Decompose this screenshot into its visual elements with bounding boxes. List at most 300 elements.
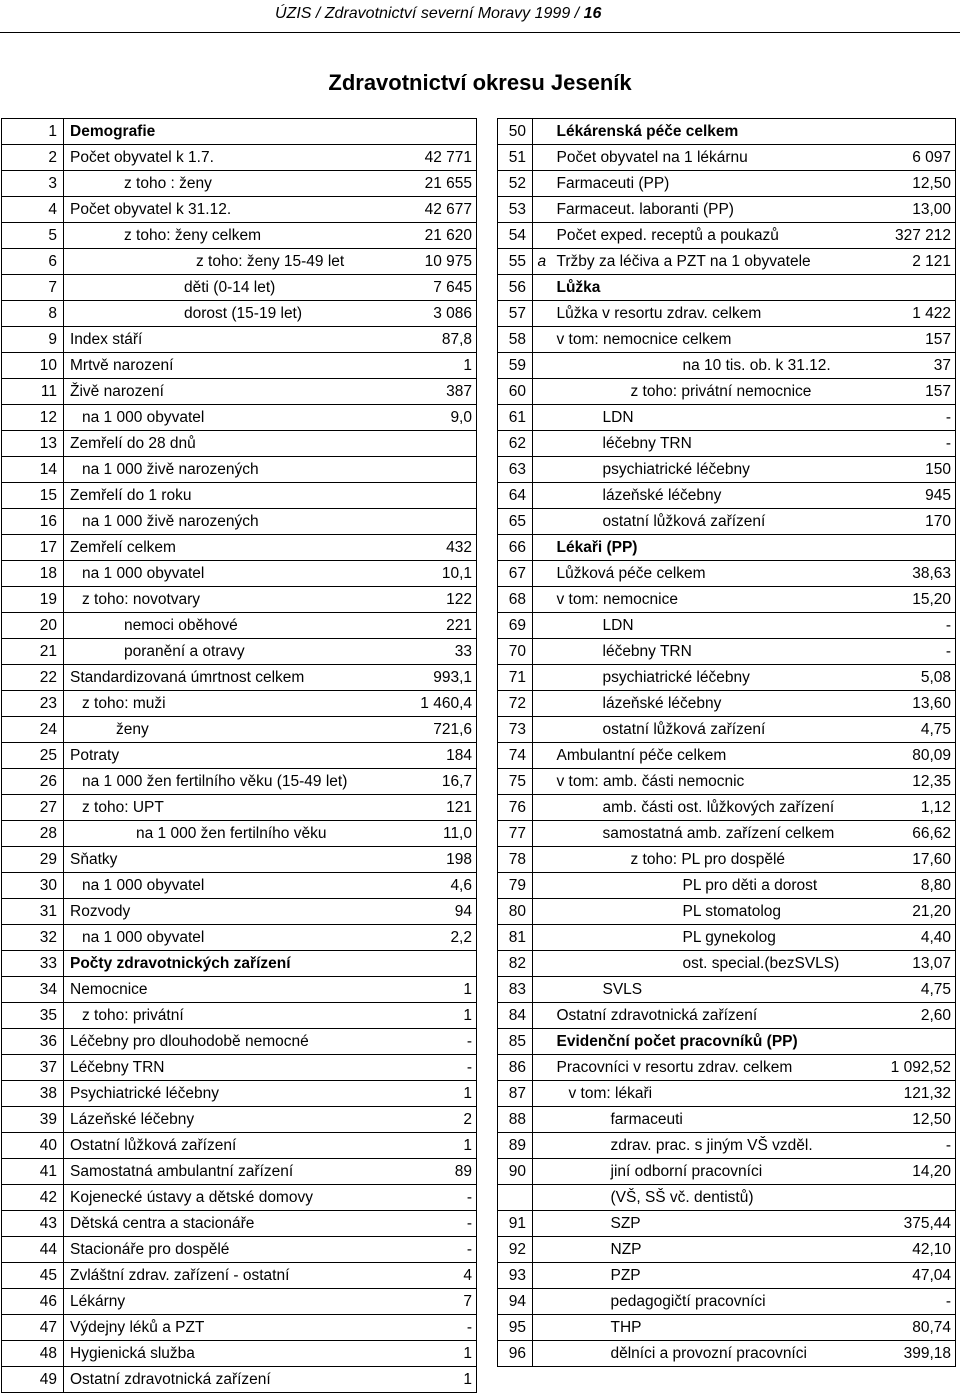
row-value: 89 (394, 1159, 477, 1185)
row-value: 15,20 (861, 587, 956, 613)
row-flag (533, 405, 551, 431)
row-label: nemoci oběhové (64, 613, 394, 639)
row-label: na 1 000 obyvatel (64, 925, 394, 951)
row-label: Farmaceut. laboranti (PP) (551, 197, 861, 223)
row-value: 150 (861, 457, 956, 483)
row-number: 94 (498, 1289, 533, 1315)
row-number: 61 (498, 405, 533, 431)
table-row (498, 405, 956, 431)
row-value: 1 (394, 1367, 477, 1393)
row-value: 37 (861, 353, 956, 379)
row-number (498, 1185, 533, 1211)
row-number: 1 (2, 119, 64, 145)
row-label: Lázeňské léčebny (64, 1107, 394, 1133)
table-row (2, 327, 477, 353)
table-row (498, 1263, 956, 1289)
table-row (498, 639, 956, 665)
row-number: 67 (498, 561, 533, 587)
row-label: Ostatní lůžková zařízení (64, 1133, 394, 1159)
row-number: 70 (498, 639, 533, 665)
table-row (2, 587, 477, 613)
row-value: 221 (394, 613, 477, 639)
row-number: 42 (2, 1185, 64, 1211)
table-row (2, 1185, 477, 1211)
row-flag: a (533, 249, 551, 275)
table-row (2, 353, 477, 379)
page-header (0, 3, 960, 25)
table-row (498, 1211, 956, 1237)
row-number: 63 (498, 457, 533, 483)
row-value: 1 (394, 1081, 477, 1107)
table-row (2, 483, 477, 509)
row-value: 3 086 (394, 301, 477, 327)
row-value: 121,32 (861, 1081, 956, 1107)
row-number: 55 (498, 249, 533, 275)
row-value: 13,60 (861, 691, 956, 717)
row-label: z toho: ženy 15-49 let (64, 249, 394, 275)
row-number: 43 (2, 1211, 64, 1237)
row-label: Standardizovaná úmrtnost celkem (64, 665, 394, 691)
table-row (2, 1081, 477, 1107)
row-value: 66,62 (861, 821, 956, 847)
table-row (498, 821, 956, 847)
row-label: na 1 000 žen fertilního věku (15-49 let) (64, 769, 394, 795)
row-value: - (861, 431, 956, 457)
row-label: Živě narození (64, 379, 394, 405)
row-number: 79 (498, 873, 533, 899)
row-flag (533, 639, 551, 665)
table-row (498, 1055, 956, 1081)
table-row (2, 873, 477, 899)
row-label: Hygienická služba (64, 1341, 394, 1367)
row-value: 4,75 (861, 717, 956, 743)
row-number: 81 (498, 925, 533, 951)
row-number: 46 (2, 1289, 64, 1315)
row-label: na 1 000 živě narozených (64, 457, 394, 483)
row-value: - (394, 1211, 477, 1237)
table-row (498, 1289, 956, 1315)
table-row (2, 379, 477, 405)
row-number: 39 (2, 1107, 64, 1133)
row-value: 38,63 (861, 561, 956, 587)
row-number: 92 (498, 1237, 533, 1263)
table-row (498, 457, 956, 483)
row-number: 23 (2, 691, 64, 717)
row-value: - (861, 639, 956, 665)
table-row (498, 197, 956, 223)
row-value: - (861, 1289, 956, 1315)
table-row (2, 743, 477, 769)
row-flag (533, 1159, 551, 1185)
row-number: 74 (498, 743, 533, 769)
row-value: 8,80 (861, 873, 956, 899)
row-label: Lůžka (551, 275, 861, 301)
table-row (2, 171, 477, 197)
row-label: zdrav. prac. s jiným VŠ vzděl. (551, 1133, 861, 1159)
row-value: 80,74 (861, 1315, 956, 1341)
row-number: 29 (2, 847, 64, 873)
row-label: LDN (551, 613, 861, 639)
table-row (2, 977, 477, 1003)
row-label: dělníci a provozní pracovníci (551, 1341, 861, 1367)
table-row (498, 509, 956, 535)
row-value: 4 (394, 1263, 477, 1289)
row-value: 387 (394, 379, 477, 405)
row-label: Počet obyvatel k 1.7. (64, 145, 394, 171)
row-number: 21 (2, 639, 64, 665)
page-number: 16 (583, 5, 602, 22)
table-row (498, 977, 956, 1003)
row-number: 59 (498, 353, 533, 379)
row-number: 19 (2, 587, 64, 613)
row-label: Počet obyvatel k 31.12. (64, 197, 394, 223)
table-row (2, 1055, 477, 1081)
row-number: 95 (498, 1315, 533, 1341)
row-flag (533, 223, 551, 249)
row-value: 13,00 (861, 197, 956, 223)
row-value: 993,1 (394, 665, 477, 691)
row-value: 121 (394, 795, 477, 821)
row-value: 2 121 (861, 249, 956, 275)
row-number: 18 (2, 561, 64, 587)
row-number: 7 (2, 275, 64, 301)
row-number: 71 (498, 665, 533, 691)
table-row (2, 457, 477, 483)
table-row (2, 223, 477, 249)
table-row (498, 1081, 956, 1107)
page-title: Zdravotnictví okresu Jeseník (328, 70, 632, 95)
row-number: 2 (2, 145, 64, 171)
row-value (394, 951, 477, 977)
row-number: 13 (2, 431, 64, 457)
row-flag (533, 769, 551, 795)
row-value: 1,12 (861, 795, 956, 821)
row-label: Počet obyvatel na 1 lékárnu (551, 145, 861, 171)
table-row (2, 275, 477, 301)
table-row (2, 249, 477, 275)
table-row (498, 145, 956, 171)
row-label: (VŠ, SŠ vč. dentistů) (551, 1185, 861, 1211)
table-row (498, 1159, 956, 1185)
row-label: Psychiatrické léčebny (64, 1081, 394, 1107)
row-label: ženy (64, 717, 394, 743)
row-label: Lékaři (PP) (551, 535, 861, 561)
row-number: 3 (2, 171, 64, 197)
row-label: ostatní lůžková zařízení (551, 717, 861, 743)
row-value (861, 119, 956, 145)
table-row (2, 509, 477, 535)
row-flag (533, 379, 551, 405)
row-number: 52 (498, 171, 533, 197)
row-label: léčebny TRN (551, 431, 861, 457)
table-row (2, 405, 477, 431)
table-row (2, 795, 477, 821)
row-flag (533, 145, 551, 171)
row-value: 7 645 (394, 275, 477, 301)
row-label: SVLS (551, 977, 861, 1003)
table-row (498, 717, 956, 743)
row-number: 22 (2, 665, 64, 691)
row-label: Nemocnice (64, 977, 394, 1003)
table-row (498, 899, 956, 925)
row-value: 4,75 (861, 977, 956, 1003)
row-number: 47 (2, 1315, 64, 1341)
row-label: Lůžková péče celkem (551, 561, 861, 587)
row-label: Lékárenská péče celkem (551, 119, 861, 145)
table-row (498, 613, 956, 639)
row-number: 60 (498, 379, 533, 405)
row-value (394, 119, 477, 145)
header-divider (0, 32, 960, 33)
row-number: 25 (2, 743, 64, 769)
row-value: 945 (861, 483, 956, 509)
row-value (394, 483, 477, 509)
row-number: 53 (498, 197, 533, 223)
row-flag (533, 119, 551, 145)
row-number: 76 (498, 795, 533, 821)
row-flag (533, 353, 551, 379)
row-flag (533, 925, 551, 951)
table-row (2, 145, 477, 171)
row-label: Samostatná ambulantní zařízení (64, 1159, 394, 1185)
row-value: - (861, 613, 956, 639)
row-value: 2 (394, 1107, 477, 1133)
row-value: 33 (394, 639, 477, 665)
row-flag (533, 743, 551, 769)
row-number: 91 (498, 1211, 533, 1237)
row-value: 4,40 (861, 925, 956, 951)
row-label: Ambulantní péče celkem (551, 743, 861, 769)
table-row (2, 1315, 477, 1341)
table-row (498, 483, 956, 509)
row-label: PL pro děti a dorost (551, 873, 861, 899)
row-value: 1 (394, 1003, 477, 1029)
row-value (861, 275, 956, 301)
table-row (2, 1003, 477, 1029)
table-row (498, 561, 956, 587)
table-row (498, 1107, 956, 1133)
row-label: Pracovníci v resortu zdrav. celkem (551, 1055, 861, 1081)
row-flag (533, 1341, 551, 1367)
row-label: jiní odborní pracovníci (551, 1159, 861, 1185)
row-value: 198 (394, 847, 477, 873)
row-flag (533, 1237, 551, 1263)
row-value: 1 (394, 1133, 477, 1159)
row-label: ostatní lůžková zařízení (551, 509, 861, 535)
row-flag (533, 795, 551, 821)
table-row (2, 613, 477, 639)
row-flag (533, 717, 551, 743)
row-label: na 1 000 obyvatel (64, 873, 394, 899)
right-data-table (497, 118, 956, 1367)
row-flag (533, 457, 551, 483)
row-flag (533, 899, 551, 925)
row-number: 73 (498, 717, 533, 743)
row-flag (533, 535, 551, 561)
row-number: 66 (498, 535, 533, 561)
row-label: Potraty (64, 743, 394, 769)
row-value: 12,50 (861, 171, 956, 197)
row-flag (533, 1289, 551, 1315)
row-label: Demografie (64, 119, 394, 145)
table-row (2, 1107, 477, 1133)
row-value: - (394, 1185, 477, 1211)
row-number: 62 (498, 431, 533, 457)
table-row (498, 925, 956, 951)
row-value: 1 092,52 (861, 1055, 956, 1081)
row-label: z toho: UPT (64, 795, 394, 821)
row-number: 89 (498, 1133, 533, 1159)
row-value: 5,08 (861, 665, 956, 691)
row-flag (533, 951, 551, 977)
row-value: 21 655 (394, 171, 477, 197)
row-flag (533, 587, 551, 613)
table-row (2, 1211, 477, 1237)
table-row (498, 223, 956, 249)
table-row (2, 1237, 477, 1263)
row-value (394, 431, 477, 457)
table-row (2, 769, 477, 795)
row-label: na 1 000 obyvatel (64, 405, 394, 431)
header-text: ÚZIS / Zdravotnictví severní Moravy 1999 / (275, 5, 584, 22)
row-value: - (394, 1055, 477, 1081)
row-number: 75 (498, 769, 533, 795)
row-label: SZP (551, 1211, 861, 1237)
row-number: 80 (498, 899, 533, 925)
row-flag (533, 301, 551, 327)
row-value (394, 509, 477, 535)
row-label: v tom: nemocnice (551, 587, 861, 613)
row-number: 77 (498, 821, 533, 847)
row-number: 5 (2, 223, 64, 249)
table-row (498, 535, 956, 561)
row-label: ost. special.(bezSVLS) (551, 951, 861, 977)
table-row (498, 1133, 956, 1159)
row-label: Mrtvě narození (64, 353, 394, 379)
row-label: léčebny TRN (551, 639, 861, 665)
row-number: 88 (498, 1107, 533, 1133)
row-label: Výdejny léků a PZT (64, 1315, 394, 1341)
row-label: Tržby za léčiva a PZT na 1 obyvatele (551, 249, 861, 275)
row-number: 16 (2, 509, 64, 535)
table-row (2, 1289, 477, 1315)
row-label: lázeňské léčebny (551, 483, 861, 509)
row-label: lázeňské léčebny (551, 691, 861, 717)
table-row (498, 743, 956, 769)
table-row (2, 431, 477, 457)
row-number: 50 (498, 119, 533, 145)
table-row (2, 1367, 477, 1393)
row-number: 38 (2, 1081, 64, 1107)
row-label: Rozvody (64, 899, 394, 925)
table-row (498, 1315, 956, 1341)
table-row (2, 899, 477, 925)
row-value: 375,44 (861, 1211, 956, 1237)
row-label: Evidenční počet pracovníků (PP) (551, 1029, 861, 1055)
row-flag (533, 171, 551, 197)
row-value: 21 620 (394, 223, 477, 249)
row-flag (533, 1029, 551, 1055)
table-row (498, 691, 956, 717)
row-value: 42 677 (394, 197, 477, 223)
table-row (2, 665, 477, 691)
row-label: z toho: novotvary (64, 587, 394, 613)
row-value: 1 422 (861, 301, 956, 327)
row-number: 96 (498, 1341, 533, 1367)
row-number: 48 (2, 1341, 64, 1367)
row-label: Počty zdravotnických zařízení (64, 951, 394, 977)
row-flag (533, 977, 551, 1003)
row-number: 90 (498, 1159, 533, 1185)
row-label: Index stáří (64, 327, 394, 353)
table-row (2, 925, 477, 951)
row-value: 170 (861, 509, 956, 535)
row-value: 9,0 (394, 405, 477, 431)
row-label: z toho: PL pro dospělé (551, 847, 861, 873)
row-label: dorost (15-19 let) (64, 301, 394, 327)
row-flag (533, 1055, 551, 1081)
row-value: 327 212 (861, 223, 956, 249)
row-flag (533, 873, 551, 899)
row-label: Léčebny pro dlouhodobě nemocné (64, 1029, 394, 1055)
row-value: - (394, 1029, 477, 1055)
row-value: 2,60 (861, 1003, 956, 1029)
row-label: Ostatní zdravotnická zařízení (64, 1367, 394, 1393)
row-number: 72 (498, 691, 533, 717)
row-value: 1 (394, 353, 477, 379)
row-label: Dětská centra a stacionáře (64, 1211, 394, 1237)
table-row (498, 795, 956, 821)
row-value: - (861, 405, 956, 431)
table-row (498, 587, 956, 613)
row-value: 42,10 (861, 1237, 956, 1263)
row-value: 12,35 (861, 769, 956, 795)
row-value: 12,50 (861, 1107, 956, 1133)
row-number: 87 (498, 1081, 533, 1107)
row-label: PZP (551, 1263, 861, 1289)
row-flag (533, 1081, 551, 1107)
row-number: 85 (498, 1029, 533, 1055)
row-value: 122 (394, 587, 477, 613)
row-flag (533, 1315, 551, 1341)
row-label: Léčebny TRN (64, 1055, 394, 1081)
row-label: v tom: nemocnice celkem (551, 327, 861, 353)
row-number: 24 (2, 717, 64, 743)
table-row (498, 301, 956, 327)
row-value: 1 (394, 1341, 477, 1367)
row-label: PL stomatolog (551, 899, 861, 925)
row-value: 87,8 (394, 327, 477, 353)
row-value: 432 (394, 535, 477, 561)
row-value: 184 (394, 743, 477, 769)
row-number: 64 (498, 483, 533, 509)
table-row (2, 301, 477, 327)
row-number: 15 (2, 483, 64, 509)
row-value: 14,20 (861, 1159, 956, 1185)
row-number: 82 (498, 951, 533, 977)
row-label: Zemřelí celkem (64, 535, 394, 561)
row-label: Farmaceuti (PP) (551, 171, 861, 197)
row-number: 20 (2, 613, 64, 639)
row-value: 399,18 (861, 1341, 956, 1367)
table-row (498, 171, 956, 197)
row-label: v tom: amb. části nemocnic (551, 769, 861, 795)
row-number: 49 (2, 1367, 64, 1393)
row-number: 32 (2, 925, 64, 951)
table-row (2, 639, 477, 665)
row-number: 28 (2, 821, 64, 847)
row-value: 17,60 (861, 847, 956, 873)
